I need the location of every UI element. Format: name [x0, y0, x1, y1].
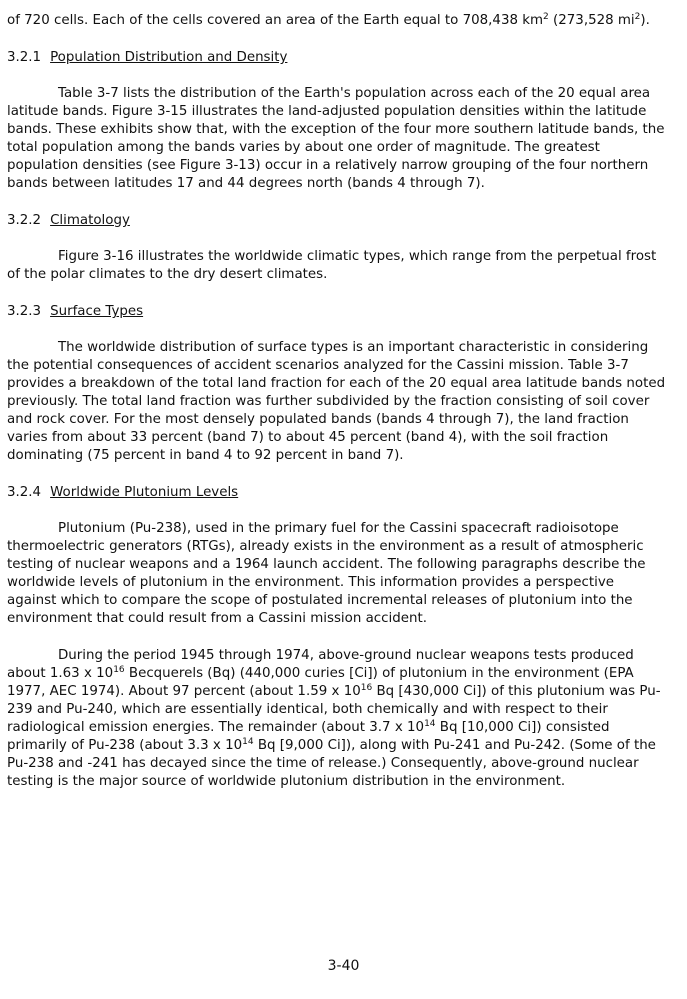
- superscript: 16: [360, 683, 373, 693]
- section-number: 3.2.3: [7, 304, 42, 319]
- superscript: 14: [242, 737, 254, 747]
- superscript: 2: [543, 12, 549, 22]
- section-heading-3-2-1: [7, 49, 667, 67]
- section-number: 3.2.4: [7, 485, 42, 500]
- section-number: 3.2.2: [7, 213, 42, 228]
- section-title: Worldwide Plutonium Levels: [50, 485, 239, 500]
- paragraph-text: Bq [9,000 Ci]), along with Pu-241 and Pu-242. (Some of the Pu-238 and -241 has decayed since the time of release.) Consequently, above-ground nuclear testing is the major source of worldwide plutonium distribution in the environment.: [7, 738, 656, 789]
- intro-text: ).: [640, 13, 650, 28]
- superscript: 14: [424, 719, 436, 729]
- intro-paragraph: [7, 12, 667, 30]
- section-heading-3-2-2: [7, 212, 667, 230]
- page-number: 3-40: [327, 958, 360, 974]
- intro-text: of 720 cells. Each of the cells covered an area of the Earth equal to 708,438 km: [7, 13, 544, 28]
- page-content: [7, 12, 667, 791]
- paragraph-text: Bq [10,000 Ci]) consisted primarily of Pu-238 (about 3.3 x 10: [7, 720, 610, 753]
- body-paragraph: Table 3-7 lists the distribution of the Earth's population across each of the 20 equal area latitude bands. Figure 3-15 illustrates the land-adjusted population densities within the latitude bands. These exhibits show that, with the exception of the four more southern latitude bands, the total population among the bands varies by about one order of magnitude. The greatest population densities (see Figure 3-13) occur in a relatively narrow grouping of the four northern bands between latitudes 17 and 44 degrees north (bands 4 through 7).: [7, 86, 665, 191]
- superscript: 2: [634, 12, 641, 22]
- intro-text: (273,528 mi: [548, 13, 635, 28]
- paragraph-text: During the period 1945 through 1974, above-ground nuclear weapons tests produced about 1.63 x 10: [7, 648, 634, 681]
- section-title: Surface Types: [50, 304, 144, 319]
- section-heading-3-2-3: [7, 303, 667, 321]
- section-number: 3.2.1: [7, 50, 42, 65]
- superscript: 16: [113, 665, 125, 675]
- section-title: Population Distribution and Density: [50, 50, 288, 65]
- body-paragraph: Figure 3-16 illustrates the worldwide climatic types, which range from the perpetual frost of the polar climates to the dry desert climates.: [7, 249, 657, 282]
- body-paragraph: [7, 647, 667, 791]
- body-paragraph: The worldwide distribution of surface types is an important characteristic in considering the potential consequences of accident scenarios analyzed for the Cassini mission. Table 3-7 provides a breakdown of the total land fraction for each of the 20 equal area latitude bands noted previously. The total land fraction was further subdivided by the fraction consisting of soil cover and rock cover. For the most densely populated bands (bands 4 through 7), the land fraction varies from about 33 percent (band 7) to about 45 percent (band 4), with the soil fraction dominating (75 percent in band 4 to 92 percent in band 7).: [7, 340, 666, 463]
- paragraph-text: Becquerels (Bq) (440,000 curies [Ci]) of plutonium in the environment (EPA 1977, AEC 1974). About 97 percent (about 1.59 x 10: [7, 666, 634, 699]
- paragraph-text: Bq [430,000 Ci]) of this plutonium was Pu-239 and Pu-240, which are essentially identical, both chemically and with respect to their radiological emission energies. The remainder (about 3.7 x 10: [7, 684, 661, 735]
- section-heading-3-2-4: [7, 484, 667, 502]
- section-title: Climatology: [50, 213, 130, 228]
- body-paragraph: Plutonium (Pu-238), used in the primary fuel for the Cassini spacecraft radioisotope thermoelectric generators (RTGs), already exists in the environment as a result of atmospheric testing of nuclear weapons and a 1964 launch accident. The following paragraphs describe the worldwide levels of plutonium in the environment. This information provides a perspective against which to compare the scope of postulated incremental releases of plutonium into the environment that could result from a Cassini mission accident.: [7, 521, 646, 626]
